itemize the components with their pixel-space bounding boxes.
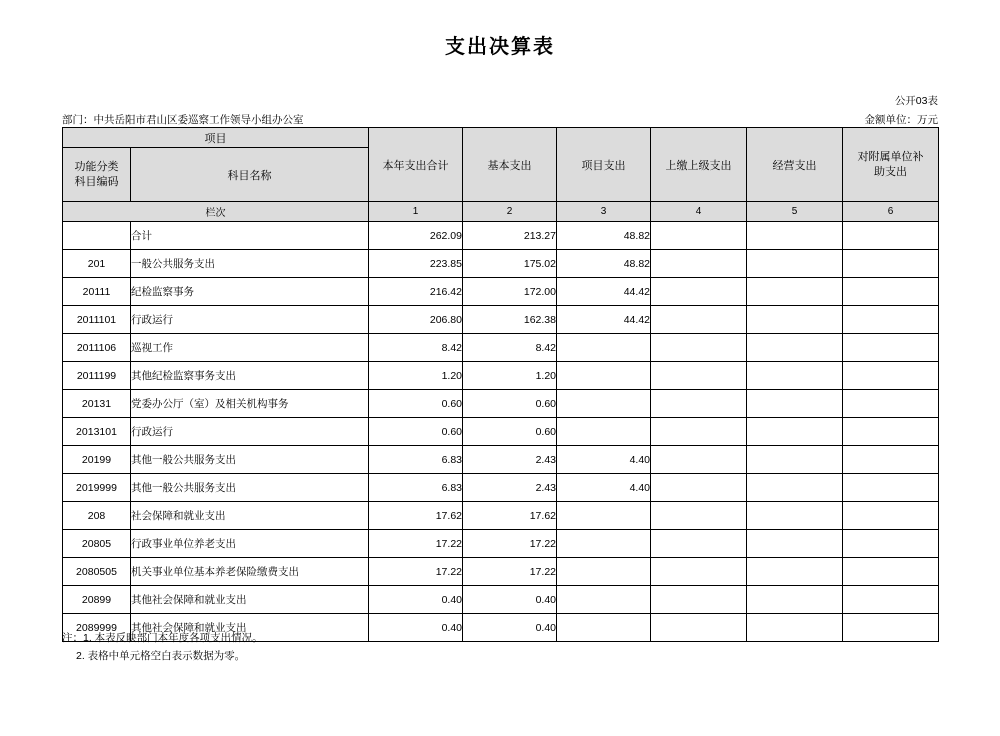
cell-upper (651, 250, 747, 278)
table-row (63, 306, 939, 334)
cell-subsidy (843, 306, 939, 334)
cell-name: 行政运行 (131, 306, 369, 334)
cell-project (557, 502, 651, 530)
cell-subsidy (843, 362, 939, 390)
cell-business (747, 558, 843, 586)
cell-total: 223.85 (369, 250, 463, 278)
cell-project: 48.82 (557, 222, 651, 250)
cell-code: 2089999 (63, 614, 131, 642)
table-row (63, 418, 939, 446)
page-title: 支出决算表 (445, 36, 555, 58)
cell-total: 17.62 (369, 502, 463, 530)
cell-project (557, 418, 651, 446)
cell-project (557, 586, 651, 614)
table-row (63, 502, 939, 530)
table-row (63, 334, 939, 362)
expenditure-table-wrap (62, 127, 938, 642)
header-col-subsidy-line2: 助支出 (874, 165, 907, 178)
cell-total: 0.60 (369, 418, 463, 446)
table-row (63, 362, 939, 390)
header-num-5: 5 (747, 202, 843, 222)
cell-basic: 0.40 (463, 614, 557, 642)
cell-total: 1.20 (369, 362, 463, 390)
header-col-subsidy-line1: 对附属单位补 (857, 150, 924, 163)
note-line-2: 2. 表格中单元格空白表示数据为零。 (76, 649, 246, 662)
table-row (63, 278, 939, 306)
cell-upper (651, 446, 747, 474)
cell-total: 17.22 (369, 530, 463, 558)
cell-upper (651, 334, 747, 362)
cell-total: 17.22 (369, 558, 463, 586)
cell-project (557, 614, 651, 642)
cell-name: 纪检监察事务 (131, 278, 369, 306)
header-col-subject-name: 科目名称 (131, 148, 369, 202)
table-body (63, 222, 939, 642)
cell-upper (651, 586, 747, 614)
header-row-label: 栏次 (63, 202, 369, 222)
table-row (63, 390, 939, 418)
table-row (63, 530, 939, 558)
cell-total: 206.80 (369, 306, 463, 334)
cell-upper (651, 418, 747, 446)
cell-project: 48.82 (557, 250, 651, 278)
cell-basic: 1.20 (463, 362, 557, 390)
cell-name: 其他一般公共服务支出 (131, 474, 369, 502)
cell-business (747, 334, 843, 362)
cell-basic: 162.38 (463, 306, 557, 334)
cell-basic: 0.60 (463, 390, 557, 418)
cell-subsidy (843, 530, 939, 558)
cell-upper (651, 530, 747, 558)
cell-total: 0.60 (369, 390, 463, 418)
cell-upper (651, 390, 747, 418)
cell-basic: 175.02 (463, 250, 557, 278)
cell-business (747, 222, 843, 250)
cell-project (557, 558, 651, 586)
cell-name: 机关事业单位基本养老保险缴费支出 (131, 558, 369, 586)
table-notes (62, 630, 263, 666)
form-code-label: 公开03表 (894, 95, 938, 107)
table-row (63, 474, 939, 502)
cell-name: 其他纪检监察事务支出 (131, 362, 369, 390)
cell-project (557, 334, 651, 362)
cell-code: 20199 (63, 446, 131, 474)
cell-code: 20131 (63, 390, 131, 418)
cell-business (747, 250, 843, 278)
cell-name: 党委办公厅（室）及相关机构事务 (131, 390, 369, 418)
cell-business (747, 474, 843, 502)
cell-code: 2080505 (63, 558, 131, 586)
cell-upper (651, 278, 747, 306)
cell-business (747, 390, 843, 418)
cell-basic: 2.43 (463, 446, 557, 474)
header-group-project: 项目 (63, 128, 369, 148)
cell-code: 2011101 (63, 306, 131, 334)
header-col-function-code-line2: 科目编码 (74, 175, 119, 188)
header-col-function-code (63, 148, 131, 202)
cell-business (747, 362, 843, 390)
cell-subsidy (843, 390, 939, 418)
cell-code: 2011199 (63, 362, 131, 390)
cell-name: 行政运行 (131, 418, 369, 446)
cell-subsidy (843, 558, 939, 586)
header-col-upper: 上缴上级支出 (651, 128, 747, 202)
cell-project: 4.40 (557, 474, 651, 502)
cell-upper (651, 558, 747, 586)
cell-subsidy (843, 418, 939, 446)
cell-basic: 17.22 (463, 530, 557, 558)
cell-business (747, 586, 843, 614)
cell-upper (651, 502, 747, 530)
table-row (63, 250, 939, 278)
cell-project: 44.42 (557, 278, 651, 306)
cell-code: 2013101 (63, 418, 131, 446)
cell-project: 4.40 (557, 446, 651, 474)
cell-project (557, 390, 651, 418)
cell-project: 44.42 (557, 306, 651, 334)
header-col-total: 本年支出合计 (369, 128, 463, 202)
document-page (0, 30, 1000, 736)
cell-subsidy (843, 446, 939, 474)
department-label: 部门：中共岳阳市君山区委巡察工作领导小组办公室 (62, 114, 304, 126)
cell-subsidy (843, 586, 939, 614)
cell-basic: 0.60 (463, 418, 557, 446)
cell-code: 20899 (63, 586, 131, 614)
header-col-business: 经营支出 (747, 128, 843, 202)
cell-project (557, 530, 651, 558)
table-row (63, 222, 939, 250)
cell-upper (651, 222, 747, 250)
cell-upper (651, 362, 747, 390)
header-col-project: 项目支出 (557, 128, 651, 202)
cell-total: 0.40 (369, 614, 463, 642)
cell-name: 合计 (131, 222, 369, 250)
cell-subsidy (843, 250, 939, 278)
cell-name: 行政事业单位养老支出 (131, 530, 369, 558)
header-col-subsidy (843, 128, 939, 202)
header-num-1: 1 (369, 202, 463, 222)
header-num-4: 4 (651, 202, 747, 222)
table-header-group-row (63, 128, 939, 148)
cell-name: 其他社会保障和就业支出 (131, 586, 369, 614)
cell-business (747, 418, 843, 446)
cell-subsidy (843, 278, 939, 306)
cell-subsidy (843, 222, 939, 250)
cell-basic: 0.40 (463, 586, 557, 614)
cell-code: 20805 (63, 530, 131, 558)
cell-code: 20111 (63, 278, 131, 306)
table-row (63, 558, 939, 586)
header-num-2: 2 (463, 202, 557, 222)
cell-name: 其他一般公共服务支出 (131, 446, 369, 474)
cell-total: 262.09 (369, 222, 463, 250)
cell-basic: 8.42 (463, 334, 557, 362)
header-num-6: 6 (843, 202, 939, 222)
table-row (63, 586, 939, 614)
header-num-3: 3 (557, 202, 651, 222)
cell-project (557, 362, 651, 390)
cell-total: 6.83 (369, 474, 463, 502)
header-col-basic: 基本支出 (463, 128, 557, 202)
cell-basic: 172.00 (463, 278, 557, 306)
cell-basic: 17.62 (463, 502, 557, 530)
cell-total: 216.42 (369, 278, 463, 306)
cell-business (747, 502, 843, 530)
cell-code: 201 (63, 250, 131, 278)
cell-basic: 17.22 (463, 558, 557, 586)
cell-total: 0.40 (369, 586, 463, 614)
cell-name: 巡视工作 (131, 334, 369, 362)
cell-code: 208 (63, 502, 131, 530)
cell-subsidy (843, 334, 939, 362)
cell-business (747, 530, 843, 558)
cell-business (747, 278, 843, 306)
cell-name: 一般公共服务支出 (131, 250, 369, 278)
cell-upper (651, 474, 747, 502)
table-header-number-row (63, 202, 939, 222)
cell-business (747, 614, 843, 642)
amount-unit-label: 金额单位：万元 (864, 114, 938, 126)
cell-code: 2019999 (63, 474, 131, 502)
meta-row (62, 112, 938, 127)
cell-code (63, 222, 131, 250)
cell-business (747, 446, 843, 474)
cell-code: 2011106 (63, 334, 131, 362)
cell-upper (651, 306, 747, 334)
cell-basic: 2.43 (463, 474, 557, 502)
cell-name: 社会保障和就业支出 (131, 502, 369, 530)
cell-total: 6.83 (369, 446, 463, 474)
expenditure-table (62, 127, 939, 642)
cell-total: 8.42 (369, 334, 463, 362)
note-line-1: 注：1. 本表反映部门本年度各项支出情况。 (62, 632, 263, 644)
cell-upper (651, 614, 747, 642)
cell-basic: 213.27 (463, 222, 557, 250)
table-row (63, 446, 939, 474)
cell-subsidy (843, 502, 939, 530)
cell-subsidy (843, 614, 939, 642)
header-col-function-code-line1: 功能分类 (74, 160, 119, 173)
cell-name: 其他社会保障和就业支出 (131, 614, 369, 642)
cell-business (747, 306, 843, 334)
cell-subsidy (843, 474, 939, 502)
